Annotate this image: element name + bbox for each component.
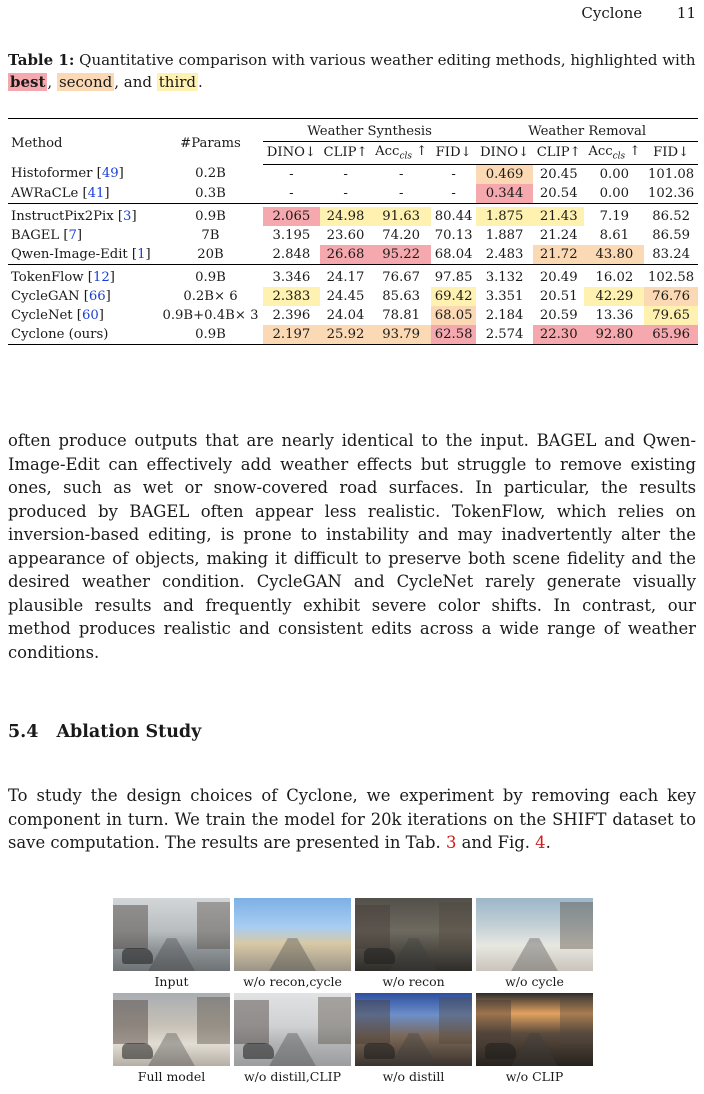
citation-link[interactable]: 49 [101,166,119,182]
paragraph-text: and Fig. [456,833,536,852]
params-cell: 0.3B [195,185,226,201]
metric-cell: 68.05 [431,306,476,325]
metric-cell: 83.24 [652,246,691,262]
metric-cell: 24.45 [326,288,365,304]
method-name: TokenFlow [12] [11,269,115,285]
method-name: InstructPix2Pix [3] [11,208,137,224]
figure-cell [476,898,593,993]
results-table [8,118,698,345]
metric-cell: 65.96 [644,325,698,344]
figure-cell [355,898,472,993]
metric-cell: 95.22 [371,245,431,265]
metric-cell: 69.42 [431,287,476,306]
metric-cell: 20.49 [539,269,578,285]
figure-cell [355,993,472,1088]
metric-cell: 78.81 [382,307,421,323]
metric-cell: 24.98 [320,207,371,226]
metric-cell: 25.92 [320,325,371,344]
citation-link[interactable]: 66 [88,288,106,304]
metric-cell: 68.04 [434,246,473,262]
metric-cell: 24.17 [326,269,365,285]
metric-cell: 93.79 [371,325,431,344]
metric-cell: 42.29 [584,287,644,306]
metric-cell: - [398,166,404,182]
caption-sep: , [47,72,57,91]
metric-cell: 20.51 [539,288,578,304]
header-subcol: CLIP↑ [533,142,584,165]
header-acc-arrow: ↑ [625,144,641,159]
method-name: Qwen-Image-Edit [1] [11,246,151,262]
header-method: Method [11,135,63,151]
wo-clip-image [476,993,593,1066]
wo-recon-cycle-image [234,898,351,971]
metric-cell: 26.68 [320,245,371,265]
header-subcol [371,142,431,165]
metric-cell: - [451,166,456,182]
metric-cell: 102.58 [648,269,695,285]
metric-cell: 20.59 [539,307,578,323]
figure-cell [113,993,230,1088]
legend-best: best [10,72,46,91]
image-label: Full model [137,1069,206,1084]
metric-cell: 0.469 [476,164,533,184]
wo-cycle-image [476,898,593,971]
method-label: CycleNet [11,307,73,323]
method-label: Histoformer [11,166,93,182]
input-image [113,898,230,971]
metric-cell: 16.02 [595,269,634,285]
metric-cell: 0.00 [599,185,630,201]
method-label: Qwen-Image-Edit [11,246,128,262]
table-row [8,287,698,306]
params-cell: 0.9B [195,326,226,342]
method-name: AWRaCLe [41] [11,185,110,201]
image-label: w/o cycle [505,974,564,989]
wo-distill-clip-image [234,993,351,1066]
metric-cell: 97.85 [434,269,473,285]
section-number: 5.4 [8,722,39,742]
header-acc: Acc [588,144,613,159]
paragraph-ablation [8,784,696,855]
header-subcol [584,142,644,165]
image-label: Input [154,974,189,989]
header-acc-subscript: cls [399,151,412,162]
params-cell: 0.9B+0.4B× 3 [162,307,259,323]
method-label: Cyclone (ours) [11,326,109,342]
metric-cell: 22.30 [533,325,584,344]
citation-link[interactable]: 41 [87,185,105,201]
metric-cell: 0.00 [599,166,630,182]
metric-cell: 2.483 [485,246,524,262]
running-title: Cyclone [581,4,643,22]
metric-cell: - [289,185,294,201]
table-row [8,226,698,245]
image-label: w/o CLIP [505,1069,564,1084]
metric-cell: 86.59 [652,227,691,243]
wo-distill-image [355,993,472,1066]
running-head [581,4,696,22]
metric-cell: - [343,166,348,182]
section-heading [8,722,201,742]
paragraph-text: To study the design choices of Cyclone, we experiment by removing each key component in turn. We train the model for 20k iterations on the SHIFT dataset to save computation. The results are presented in Tab. [8,786,696,852]
method-label: BAGEL [11,227,60,243]
metric-cell: 21.72 [533,245,584,265]
params-cell: 0.2B [195,166,226,182]
paragraph-text: . [545,833,551,852]
metric-cell: 8.61 [599,227,630,243]
params-cell: 7B [201,227,220,243]
params-cell: 20B [197,246,224,262]
table-ref-link[interactable]: 3 [445,833,457,852]
metric-cell: 2.065 [263,207,320,226]
image-label: w/o recon,cycle [243,974,342,989]
metric-cell: 3.351 [485,288,524,304]
table-row [8,245,698,265]
table-row [8,164,698,184]
metric-cell: 76.76 [644,287,698,306]
method-name: CycleGAN [66] [11,288,111,304]
full-model-image [113,993,230,1066]
image-label: w/o recon [382,974,445,989]
metric-cell: - [343,185,348,201]
figure-row-2 [113,993,593,1088]
metric-cell: 2.197 [263,325,320,344]
metric-cell: 1.887 [485,227,524,243]
metric-cell: 13.36 [595,307,634,323]
metric-cell: 24.04 [326,307,365,323]
metric-cell: 101.08 [648,166,695,182]
metric-cell: 92.80 [584,325,644,344]
metric-cell: 2.383 [263,287,320,306]
header-subcol: DINO↓ [263,142,320,165]
header-subcol: DINO↓ [476,142,533,165]
legend-third: third [158,72,197,91]
page-number: 11 [676,4,696,22]
metric-cell: 70.13 [434,227,473,243]
metric-cell: 21.43 [533,207,584,226]
metric-cell: 7.19 [599,208,630,224]
table-row [8,325,698,344]
header-params: #Params [180,135,241,151]
figure-cell [113,898,230,993]
section-title: Ablation Study [56,722,202,742]
metric-cell: 3.346 [272,269,311,285]
metric-cell: 0.344 [476,184,533,204]
figure-cell [234,993,351,1088]
method-label: InstructPix2Pix [11,208,114,224]
figure-row-1 [113,898,593,993]
header-acc-subscript: cls [612,151,626,162]
caption-label: Table 1: [8,51,75,69]
ablation-figure [113,898,593,1088]
params-cell: 0.9B [195,208,226,224]
method-label: TokenFlow [11,269,84,285]
metric-cell: 80.44 [434,208,473,224]
header-subcol: FID↓ [431,142,476,165]
image-label: w/o distill [382,1069,445,1084]
wo-recon-image [355,898,472,971]
metric-cell: 2.574 [485,326,524,342]
metric-cell: 85.63 [382,288,421,304]
table-row [8,184,698,204]
caption-end: . [198,72,203,91]
metric-cell: 79.65 [644,306,698,325]
metric-cell: - [289,166,294,182]
params-cell: 0.9B [195,269,226,285]
method-name: BAGEL [7] [11,227,83,243]
metric-cell: 86.52 [652,208,691,224]
figure-cell [476,993,593,1088]
metric-cell: - [451,185,456,201]
metric-cell: 2.184 [485,307,524,323]
metric-cell: 76.67 [382,269,421,285]
header-weather-removal: Weather Removal [476,122,698,142]
params-cell: 0.2B× 6 [183,288,238,304]
method-label: CycleGAN [11,288,80,304]
metric-cell: 43.80 [584,245,644,265]
header-weather-synthesis: Weather Synthesis [263,122,476,142]
caption-text: Quantitative comparison with various weather editing methods, highlighted with [74,51,696,69]
table-row [8,306,698,325]
metric-cell: 74.20 [382,227,421,243]
method-name [8,325,158,344]
citation-link[interactable]: 12 [92,269,110,285]
image-label: w/o distill,CLIP [243,1069,342,1084]
table-caption [8,50,696,94]
legend-second: second [58,72,113,91]
metric-cell: 102.36 [648,185,695,201]
metric-cell: 91.63 [371,207,431,226]
table-row [8,268,698,287]
paragraph-results: often produce outputs that are nearly identical to the input. BAGEL and Qwen-Image-Edit can effectively add weather effects but struggle to remove existing ones, such as wet or snow-covered road surfaces. In particular, the results produced by BAGEL often appear less realistic. TokenFlow, which relies on inversion-based editing, is prone to instability and may inadvertently alter the appearance of objects, making it difficult to preserve both scene fidelity and the desired weather condition. CycleGAN and CycleNet rarely generate visually plausible results and frequently exhibit severe color shifts. In contrast, our method produces realistic and consistent edits across a wide range of weather conditions. [8,431,696,662]
metric-cell: 3.132 [485,269,524,285]
metric-cell: 1.875 [476,207,533,226]
method-name: CycleNet [60] [11,307,104,323]
table-row [8,207,698,226]
metric-cell: 20.54 [539,185,578,201]
metric-cell: 20.45 [539,166,578,182]
metric-cell: 3.195 [272,227,311,243]
metric-cell: 23.60 [326,227,365,243]
metric-cell: 2.396 [272,307,311,323]
metric-cell: - [398,185,404,201]
caption-sep: , and [114,72,157,91]
citation-link[interactable]: 3 [123,208,132,224]
citation-link[interactable]: 60 [81,307,99,323]
figure-cell [234,898,351,993]
table-bottom-rule [8,344,698,345]
method-name: Histoformer [49] [11,166,124,182]
citation-link[interactable]: 1 [137,246,146,262]
citation-link[interactable]: 7 [68,227,77,243]
figure-ref-link[interactable]: 4 [535,833,546,852]
metric-cell: 62.58 [431,325,476,344]
metric-cell: 2.848 [272,246,311,262]
header-acc-arrow: ↑ [411,144,428,159]
header-acc: Acc [375,144,400,159]
header-subcol: CLIP↑ [320,142,371,165]
metric-cell: 21.24 [539,227,578,243]
method-label: AWRaCLe [11,185,79,201]
header-subcol: FID↓ [644,142,698,165]
